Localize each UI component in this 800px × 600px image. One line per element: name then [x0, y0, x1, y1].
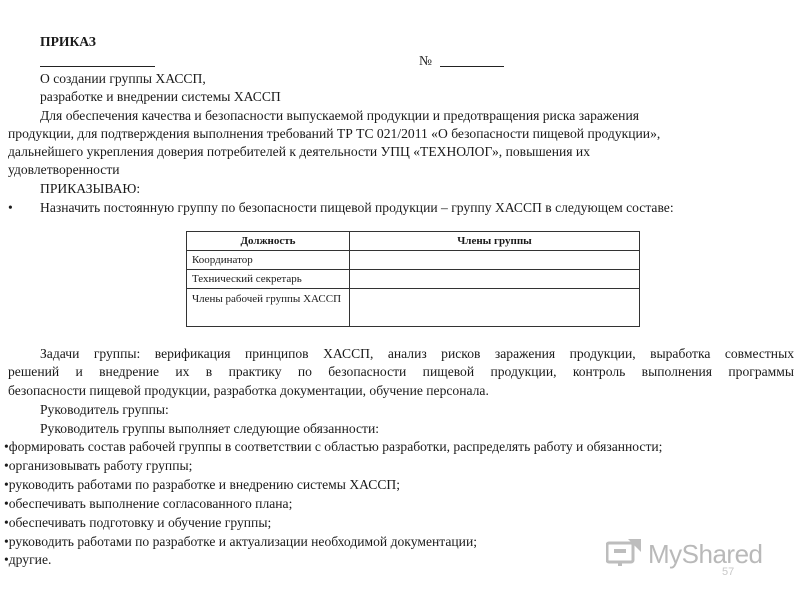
- myshared-logo-icon: [606, 537, 642, 572]
- group-composition-table: [186, 231, 640, 327]
- order-word: ПРИКАЗЫВАЮ:: [40, 181, 141, 196]
- tasks-line-1: Задачи группы: верификация принципов ХАССП, анализ рисков заражения продукции, выработка совместных: [40, 346, 794, 361]
- preamble-line-3: дальнейшего укрепления доверия потребителей к деятельности УПЦ «ТЕХНОЛОГ», повышения их: [8, 144, 590, 159]
- duty-item: •формировать состав рабочей группы в соответствии с областью разработки, распределять работу и обязанности;: [4, 439, 663, 454]
- myshared-watermark: [606, 538, 763, 570]
- preamble-line-4: удовлетворенности: [8, 162, 120, 177]
- table-header-row: [187, 232, 640, 251]
- bullet-main: Назначить постоянную группу по безопасности пищевой продукции – группу ХАССП в следующем составе:: [40, 200, 674, 215]
- duty-item: •обеспечивать выполнение согласованного плана;: [4, 496, 293, 511]
- table-cell-members: [350, 270, 640, 289]
- table-cell-position: Координатор: [187, 251, 350, 270]
- number-blank-line: [440, 66, 504, 67]
- page-number: 57: [722, 566, 735, 578]
- duty-item: •организовывать работу группы;: [4, 458, 193, 473]
- table-header-cell: Должность: [187, 232, 350, 251]
- table-row: [187, 289, 640, 327]
- duty-item: •руководить работами по разработке и актуализации необходимой документации;: [4, 534, 477, 549]
- date-blank-line: [40, 66, 155, 67]
- table-cell-members: [350, 251, 640, 270]
- table-cell-position: Члены рабочей группы ХАССП: [187, 289, 350, 327]
- tasks-line-2: решений и внедрение их в практику по безопасности пищевой продукции, контроль выполнения программы: [8, 364, 794, 379]
- preamble-line-1: Для обеспечения качества и безопасности выпускаемой продукции и предотвращения риска заражения: [40, 108, 639, 123]
- leader-title: Руководитель группы:: [40, 402, 169, 417]
- duty-item: •руководить работами по разработке и внедрению системы ХАССП;: [4, 477, 401, 492]
- table-cell-position: Технический секретарь: [187, 270, 350, 289]
- leader-intro: Руководитель группы выполняет следующие обязанности:: [40, 421, 379, 436]
- duty-item: •обеспечивать подготовку и обучение группы;: [4, 515, 272, 530]
- duty-item: •другие.: [4, 552, 52, 567]
- subject-line-1: О создании группы ХАССП,: [40, 71, 206, 86]
- preamble-line-2: продукции, для подтверждения выполнения требований ТР ТС 021/2011 «О безопасности пищевой продукции»,: [8, 126, 661, 141]
- subject-line-2: разработке и внедрении системы ХАССП: [40, 89, 281, 104]
- bullet-marker: •: [8, 200, 13, 215]
- table-header-cell: Члены группы: [350, 232, 640, 251]
- table-row: [187, 251, 640, 270]
- doc-title: ПРИКАЗ: [40, 34, 96, 49]
- myshared-brand-text: MyShared: [648, 538, 763, 569]
- table-row: [187, 270, 640, 289]
- number-sign: №: [419, 53, 432, 68]
- tasks-line-3: безопасности пищевой продукции, разработка документации, обучение персонала.: [8, 383, 489, 398]
- table-cell-members: [350, 289, 640, 327]
